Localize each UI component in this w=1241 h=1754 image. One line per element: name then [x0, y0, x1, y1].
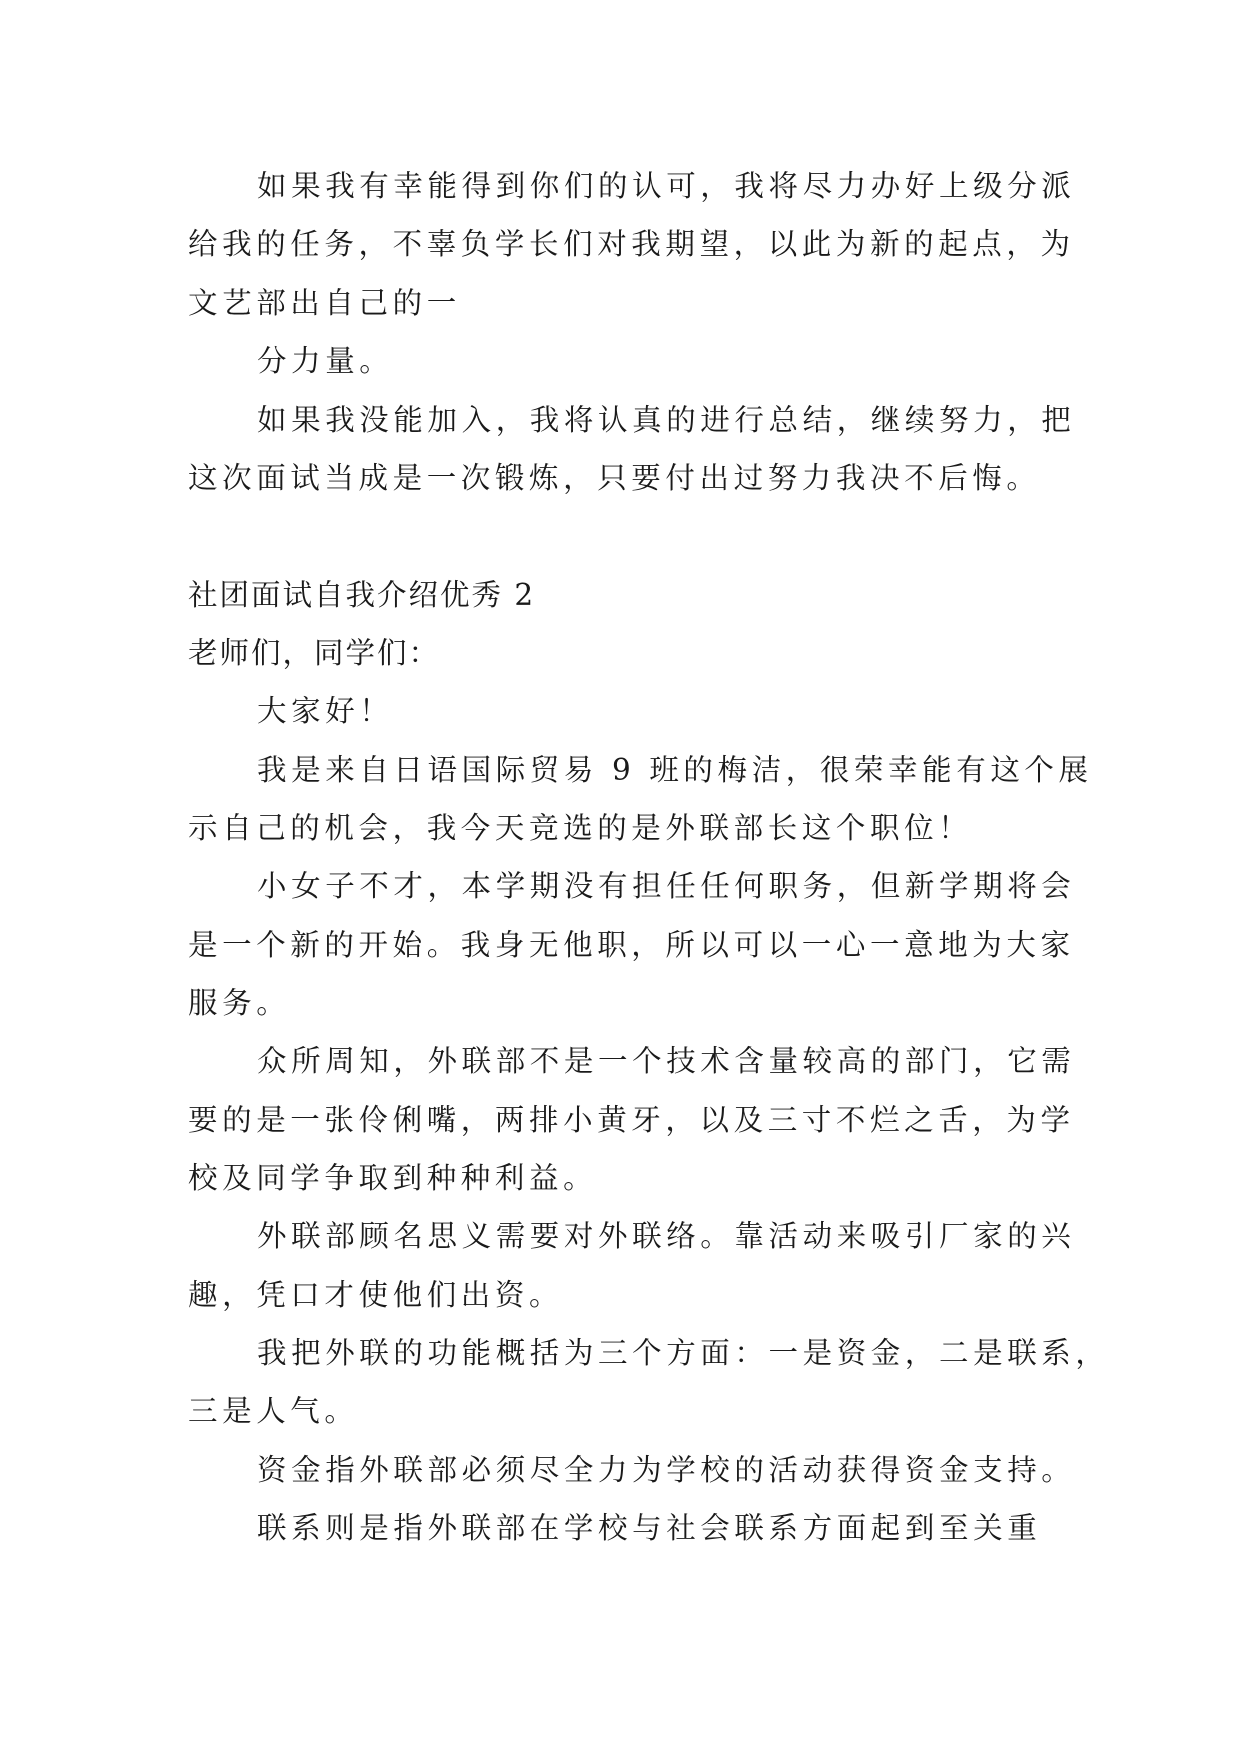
- paragraph-line: 众所周知，外联部不是一个技术含量较高的部门，它需: [257, 1044, 1076, 1078]
- paragraph-line: 资金指外联部必须尽全力为学校的活动获得资金支持。: [257, 1453, 1076, 1487]
- paragraph-line: 服务。: [188, 986, 291, 1020]
- paragraph-line: 示自己的机会，我今天竞选的是外联部长这个职位！: [188, 811, 973, 845]
- paragraph-line: 我把外联的功能概括为三个方面：一是资金，二是联系，: [257, 1336, 1110, 1370]
- paragraph-line: 这次面试当成是一次锻炼，只要付出过努力我决不后悔。: [188, 461, 1041, 495]
- paragraph-line: 要的是一张伶俐嘴，两排小黄牙，以及三寸不烂之舌，为学: [188, 1103, 1075, 1137]
- paragraph-line: 三是人气。: [188, 1394, 359, 1428]
- salutation: 老师们，同学们：: [188, 636, 441, 670]
- section-heading: 社团面试自我介绍优秀 2: [188, 578, 536, 612]
- paragraph-line: 我是来自日语国际贸易 9 班的梅洁，很荣幸能有这个展: [257, 753, 1093, 787]
- paragraph-line: 是一个新的开始。我身无他职，所以可以一心一意地为大家: [188, 928, 1075, 962]
- paragraph-line: 文艺部出自己的一: [188, 286, 461, 320]
- paragraph-line: 校及同学争取到种种利益。: [188, 1161, 598, 1195]
- paragraph-line: 分力量。: [257, 344, 394, 378]
- paragraph-line: 如果我没能加入，我将认真的进行总结，继续努力，把: [257, 403, 1076, 437]
- paragraph-line: 给我的任务，不辜负学长们对我期望，以此为新的起点，为: [188, 227, 1075, 261]
- paragraph-line: 趣，凭口才使他们出资。: [188, 1278, 564, 1312]
- paragraph-line: 如果我有幸能得到你们的认可，我将尽力办好上级分派: [257, 169, 1076, 203]
- paragraph-line: 外联部顾名思义需要对外联络。靠活动来吸引厂家的兴: [257, 1219, 1076, 1253]
- paragraph-line: 联系则是指外联部在学校与社会联系方面起到至关重: [257, 1511, 1042, 1545]
- greeting: 大家好！: [257, 694, 394, 728]
- paragraph-line: 小女子不才，本学期没有担任任何职务，但新学期将会: [257, 869, 1076, 903]
